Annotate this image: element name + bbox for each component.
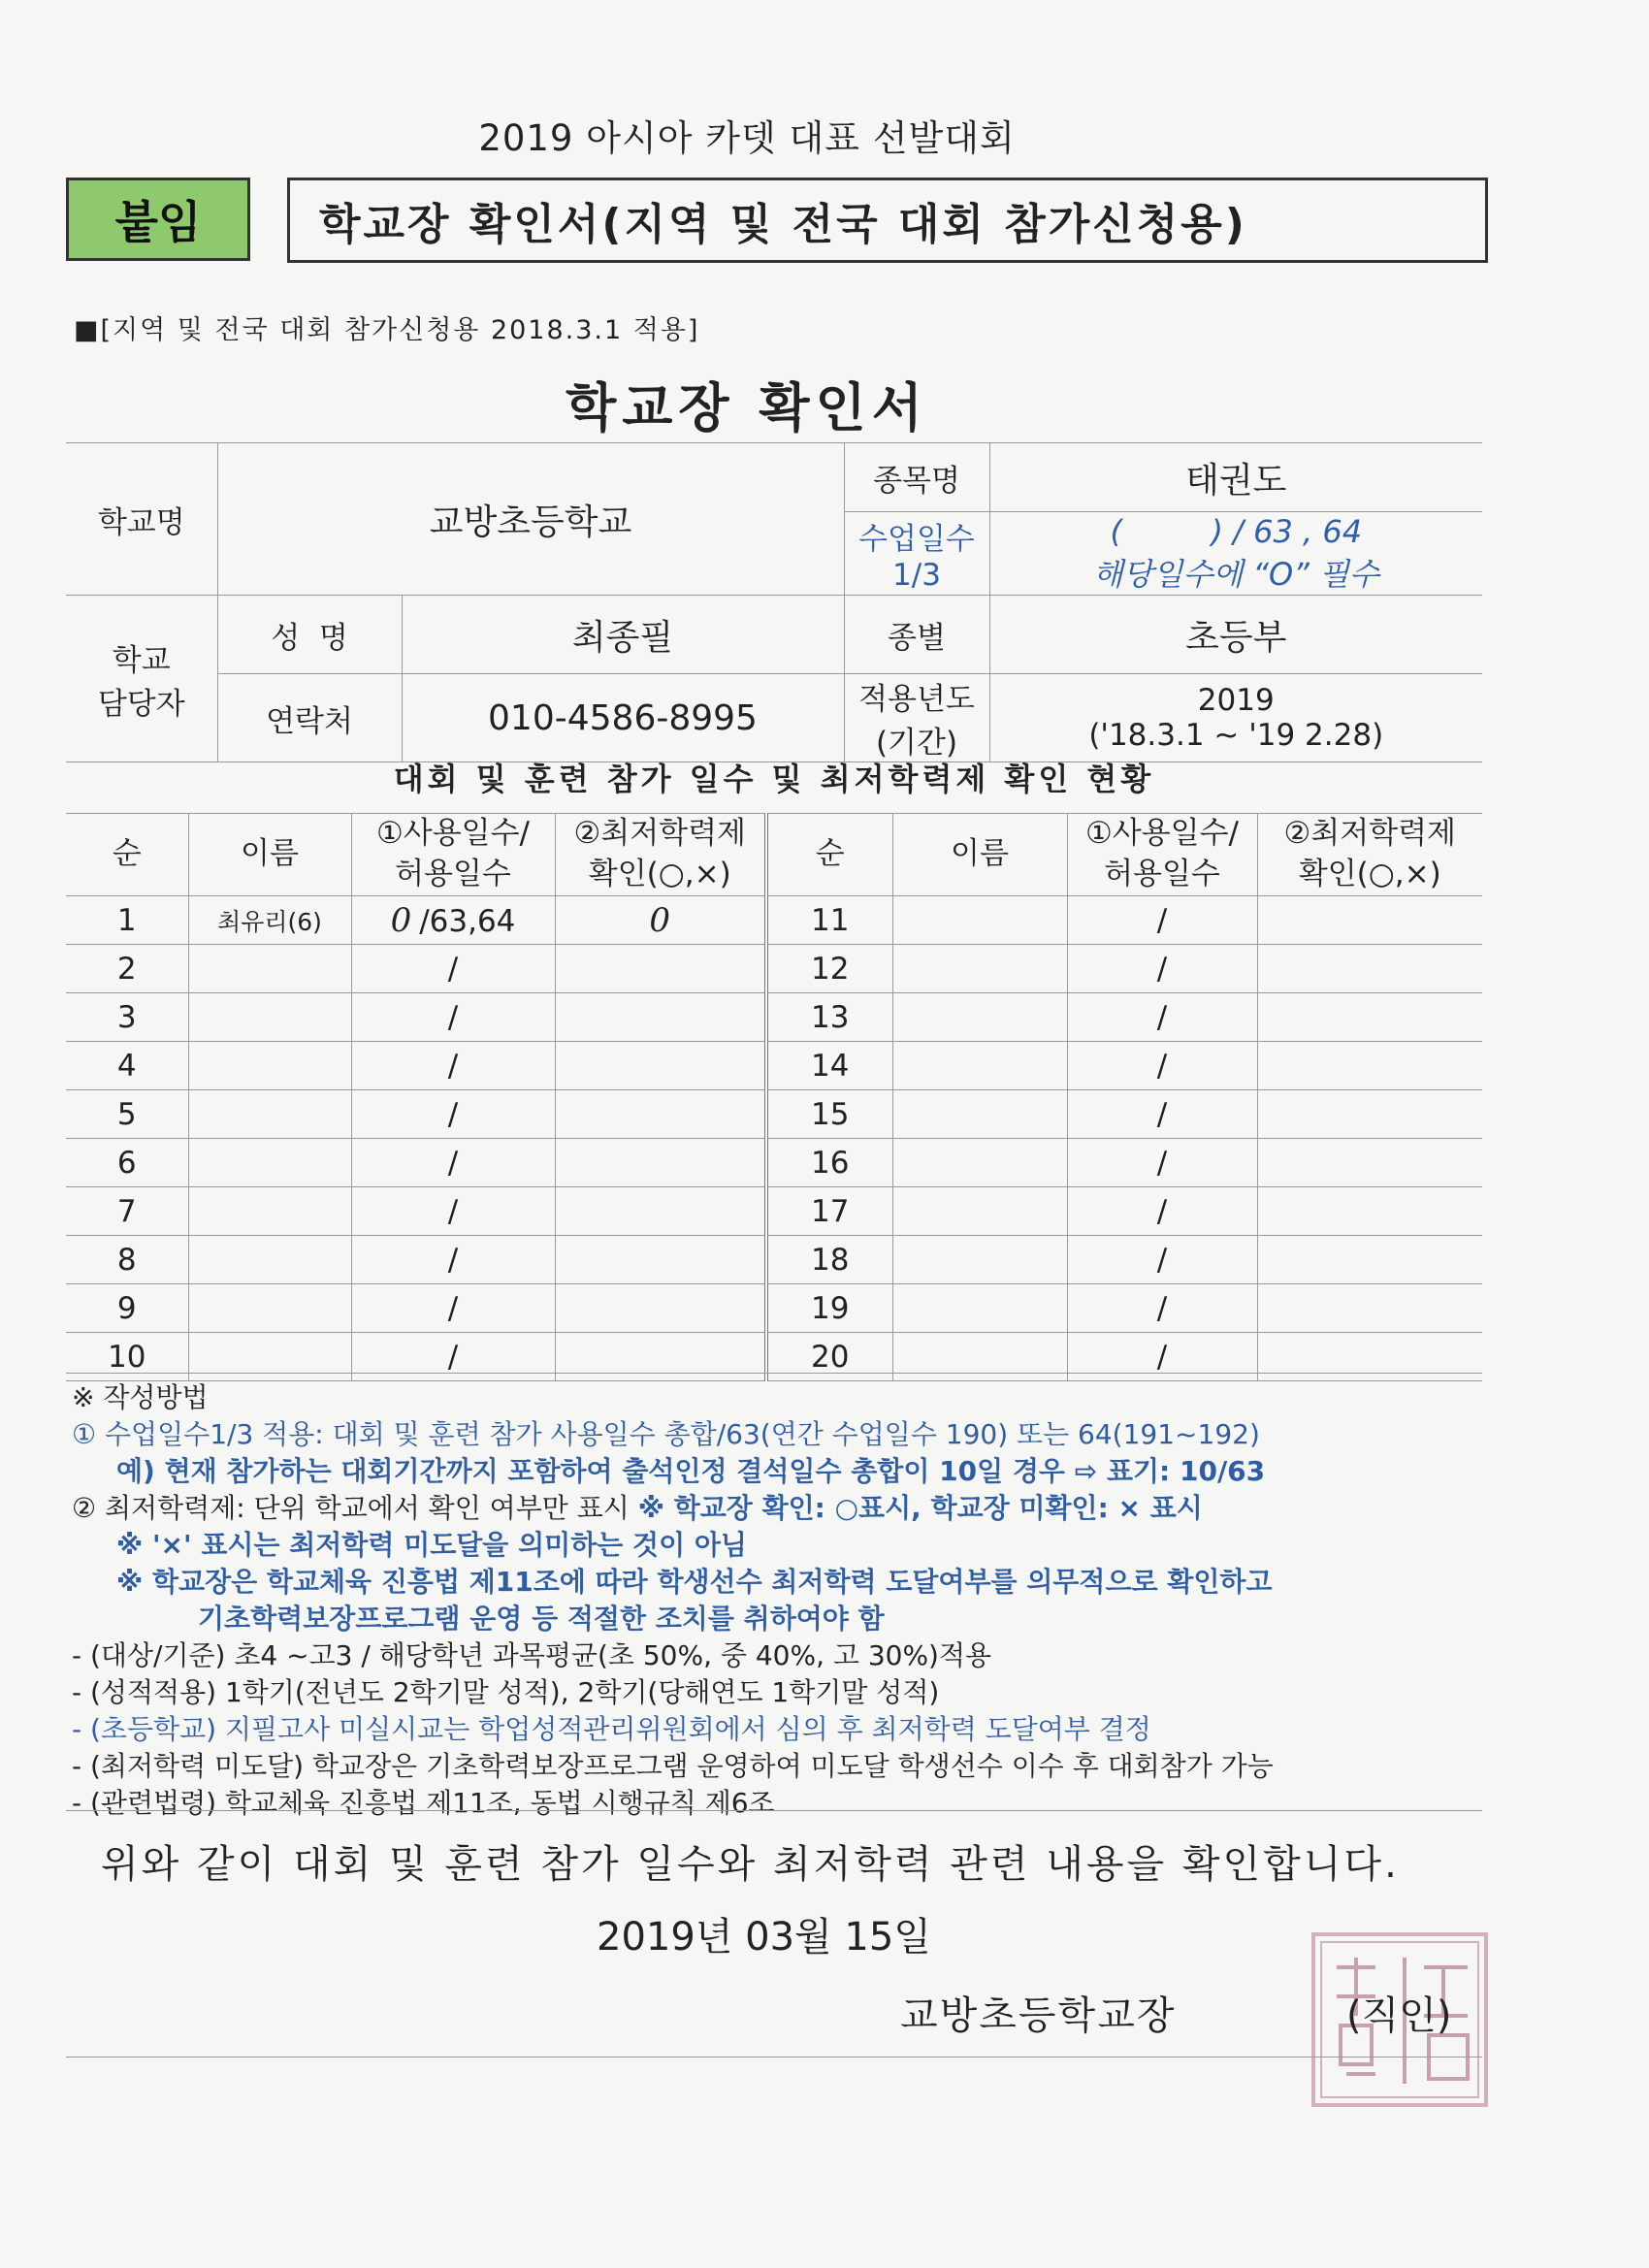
row-no-right: 19 <box>766 1284 892 1333</box>
row-days: / <box>351 1187 555 1236</box>
row-check <box>555 945 766 993</box>
class-days-label-line2: 1/3 <box>892 558 941 593</box>
instruction-1: ① 수업일수1/3 적용: 대회 및 훈련 참가 사용일수 총합/63(연간 수업일수 190) 또는 64(191~192) <box>72 1418 1260 1450</box>
row-check <box>555 1333 766 1381</box>
document-date: 2019년 03월 15일 <box>597 1915 931 1960</box>
row-days <box>351 896 555 945</box>
detail-3: - (초등학교) 지필고사 미실시교는 학업성적관리위원회에서 심의 후 최저학력 도달여부 결정 <box>72 1713 1151 1745</box>
row-days: / <box>351 1042 555 1090</box>
row-no-right: 17 <box>766 1187 892 1236</box>
year-label-line2: (기간) <box>875 726 958 761</box>
contact-label: 연락처 <box>217 674 402 762</box>
col-header-check-line1: ②최저학력제 <box>573 816 747 852</box>
year-value <box>989 674 1482 762</box>
row-days: / <box>351 1236 555 1284</box>
row-name-right <box>892 1236 1067 1284</box>
row-name-right <box>892 1139 1067 1187</box>
table-row <box>66 1284 1482 1333</box>
class-days-value <box>989 512 1482 596</box>
document-title: 학교장 확인서 <box>566 377 928 438</box>
row-check: 0 <box>555 896 766 945</box>
handwritten-days: 0 <box>390 900 412 940</box>
row-days-right: / <box>1067 1139 1257 1187</box>
col-header-check <box>555 814 766 896</box>
row-name-right <box>892 993 1067 1042</box>
row-name <box>188 993 351 1042</box>
year-value-year: 2019 <box>1197 683 1275 718</box>
row-days-right: / <box>1067 896 1257 945</box>
divider <box>66 1810 1482 1811</box>
seal-label: (직인) <box>1346 1993 1452 2038</box>
instruction-4-cont: 기초학력보장프로그램 운영 등 적절한 조치를 취하여야 함 <box>198 1603 885 1635</box>
school-info-table <box>66 442 1482 762</box>
row-no: 4 <box>66 1042 188 1090</box>
row-days: / <box>351 1139 555 1187</box>
row-check <box>555 1284 766 1333</box>
days-allowed: /63,64 <box>419 903 516 939</box>
table-row <box>66 1187 1482 1236</box>
year-label-line1: 적용년도 <box>858 682 975 717</box>
row-days-right: / <box>1067 945 1257 993</box>
col-header-no-right: 순 <box>766 814 892 896</box>
table-row <box>66 993 1482 1042</box>
row-name-right <box>892 1042 1067 1090</box>
col-header-check-line2: 확인(○,×) <box>588 857 731 891</box>
row-check <box>555 993 766 1042</box>
row-check-right <box>1257 945 1482 993</box>
row-name-right <box>892 1187 1067 1236</box>
row-check-right <box>1257 1236 1482 1284</box>
row-name <box>188 1187 351 1236</box>
row-days-right: / <box>1067 1284 1257 1333</box>
detail-1: - (대상/기준) 초4 ~고3 / 해당학년 과목평균(초 50%, 중 40%, 고 30%)적용 <box>72 1639 992 1671</box>
row-name <box>188 1236 351 1284</box>
table-row <box>66 1333 1482 1381</box>
manager-name-label: 성 명 <box>217 596 402 674</box>
row-days-right: / <box>1067 1236 1257 1284</box>
col-header-no: 순 <box>66 814 188 896</box>
row-days: / <box>351 1284 555 1333</box>
manager-name-value: 최종필 <box>402 596 844 674</box>
row-name-right <box>892 945 1067 993</box>
col-header-days-line1: ①사용일수/ <box>375 816 531 852</box>
row-no: 8 <box>66 1236 188 1284</box>
confirmation-statement: 위와 같이 대회 및 훈련 참가 일수와 최저학력 관련 내용을 확인합니다. <box>101 1842 1400 1887</box>
row-check <box>555 1042 766 1090</box>
row-days: / <box>351 1090 555 1139</box>
table-row <box>66 1139 1482 1187</box>
instruction-4: ※ 학교장은 학교체육 진흥법 제11조에 따라 학생선수 최저학력 도달여부를 의무적으로 확인하고 <box>116 1566 1273 1598</box>
row-name <box>188 1284 351 1333</box>
detail-4: - (최저학력 미도달) 학교장은 기초학력보장프로그램 운영하여 미도달 학생선수 이수 후 대회참가 가능 <box>72 1750 1274 1782</box>
class-days-ratio: ( ) / 63 , 64 <box>1110 512 1363 550</box>
manager-label-line1: 학교 <box>112 642 171 678</box>
table-row <box>66 945 1482 993</box>
instruction-2 <box>72 1490 1488 1527</box>
row-no: 6 <box>66 1139 188 1187</box>
row-check <box>555 1236 766 1284</box>
detail-2: - (성적적용) 1학기(전년도 2학기말 성적), 2학기(당해연도 1학기말 성적) <box>72 1676 940 1708</box>
participation-list-title: 대회 및 훈련 참가 일수 및 최저학력제 확인 현황 <box>393 761 1155 797</box>
row-check-right <box>1257 1284 1482 1333</box>
divider <box>66 1373 1482 1374</box>
col-header-days-right-line2: 허용일수 <box>1104 857 1220 891</box>
row-no-right: 12 <box>766 945 892 993</box>
row-days-right: / <box>1067 1042 1257 1090</box>
row-name <box>188 945 351 993</box>
class-days-label-line1: 수업일수 <box>858 522 975 557</box>
row-days: / <box>351 993 555 1042</box>
table-row <box>66 1090 1482 1139</box>
instruction-3: ※ '×' 표시는 최저학력 미도달을 의미하는 것이 아님 <box>116 1529 747 1561</box>
col-header-days <box>351 814 555 896</box>
division-value: 초등부 <box>989 596 1482 674</box>
row-name-right <box>892 1284 1067 1333</box>
division-label: 종별 <box>844 596 989 674</box>
table-row <box>66 896 1482 945</box>
row-no: 2 <box>66 945 188 993</box>
row-name-right <box>892 1333 1067 1381</box>
col-header-name-right: 이름 <box>892 814 1067 896</box>
row-check-right <box>1257 1333 1482 1381</box>
col-header-check-right-line1: ②최저학력제 <box>1283 816 1457 852</box>
row-no-right: 14 <box>766 1042 892 1090</box>
row-days: / <box>351 1333 555 1381</box>
row-no-right: 20 <box>766 1333 892 1381</box>
application-note: ■[지역 및 전국 대회 참가신청용 2018.3.1 적용] <box>74 315 700 345</box>
row-check-right <box>1257 993 1482 1042</box>
row-no: 10 <box>66 1333 188 1381</box>
row-check-right <box>1257 896 1482 945</box>
instruction-2-mark: ※ 학교장 확인: ○표시, 학교장 미확인: × 표시 <box>637 1492 1203 1524</box>
row-name <box>188 1139 351 1187</box>
contact-value: 010-4586-8995 <box>402 674 844 762</box>
row-check <box>555 1187 766 1236</box>
manager-label-line2: 담당자 <box>97 686 185 722</box>
row-days-right: / <box>1067 1333 1257 1381</box>
participation-table <box>66 813 1482 1381</box>
row-days-right: / <box>1067 1090 1257 1139</box>
row-no: 3 <box>66 993 188 1042</box>
row-name <box>188 1042 351 1090</box>
col-header-check-right-line2: 확인(○,×) <box>1298 857 1441 891</box>
row-check-right <box>1257 1090 1482 1139</box>
class-days-note: 해당일수에 “O” 필수 <box>1092 555 1379 593</box>
row-no-right: 16 <box>766 1139 892 1187</box>
school-name-label: 학교명 <box>66 443 217 596</box>
instruction-1-example: 예) 현재 참가하는 대회기간까지 포함하여 출석인정 결석일수 총합이 10일 경우 ⇨ 표기: 10/63 <box>116 1455 1266 1487</box>
row-no: 9 <box>66 1284 188 1333</box>
row-no-right: 11 <box>766 896 892 945</box>
row-no-right: 18 <box>766 1236 892 1284</box>
row-check-right <box>1257 1042 1482 1090</box>
row-no-right: 15 <box>766 1090 892 1139</box>
event-title: 2019 아시아 카뎃 대표 선발대회 <box>478 117 1016 159</box>
col-header-name: 이름 <box>188 814 351 896</box>
row-check-right <box>1257 1187 1482 1236</box>
row-name <box>188 1333 351 1381</box>
row-name <box>188 1090 351 1139</box>
row-name-right <box>892 896 1067 945</box>
row-no: 7 <box>66 1187 188 1236</box>
row-days-right: / <box>1067 993 1257 1042</box>
table-row <box>66 1236 1482 1284</box>
row-check <box>555 1090 766 1139</box>
detail-5: - (관련법령) 학교체육 진흥법 제11조, 동법 시행규칙 제6조 <box>72 1787 775 1819</box>
principal-title: 교방초등학교장 <box>900 1993 1177 2038</box>
sport-label: 종목명 <box>844 443 989 512</box>
table-row <box>66 1042 1482 1090</box>
year-value-period: ('18.3.1 ~ '19 2.28) <box>1088 718 1384 753</box>
row-days-right: / <box>1067 1187 1257 1236</box>
col-header-days-right <box>1067 814 1257 896</box>
col-header-days-right-line1: ①사용일수/ <box>1084 816 1240 852</box>
school-name-value: 교방초등학교 <box>217 443 844 596</box>
row-check <box>555 1139 766 1187</box>
row-no: 5 <box>66 1090 188 1139</box>
row-name: 최유리(6) <box>188 896 351 945</box>
attachment-badge: 붙임 <box>66 178 250 261</box>
form-title-box: 학교장 확인서(지역 및 전국 대회 참가신청용) <box>287 178 1488 263</box>
writing-instructions <box>72 1379 1488 1822</box>
class-days-label <box>844 512 989 596</box>
row-no: 1 <box>66 896 188 945</box>
col-header-check-right <box>1257 814 1482 896</box>
row-days: / <box>351 945 555 993</box>
sport-value: 태권도 <box>989 443 1482 512</box>
instruction-2-text: ② 최저학력제: 단위 학교에서 확인 여부만 표시 <box>72 1492 630 1524</box>
manager-label <box>66 596 217 762</box>
instructions-heading: ※ 작성방법 <box>72 1381 209 1413</box>
row-no-right: 13 <box>766 993 892 1042</box>
col-header-days-line2: 허용일수 <box>395 857 511 891</box>
row-name-right <box>892 1090 1067 1139</box>
year-label <box>844 674 989 762</box>
row-check-right <box>1257 1139 1482 1187</box>
